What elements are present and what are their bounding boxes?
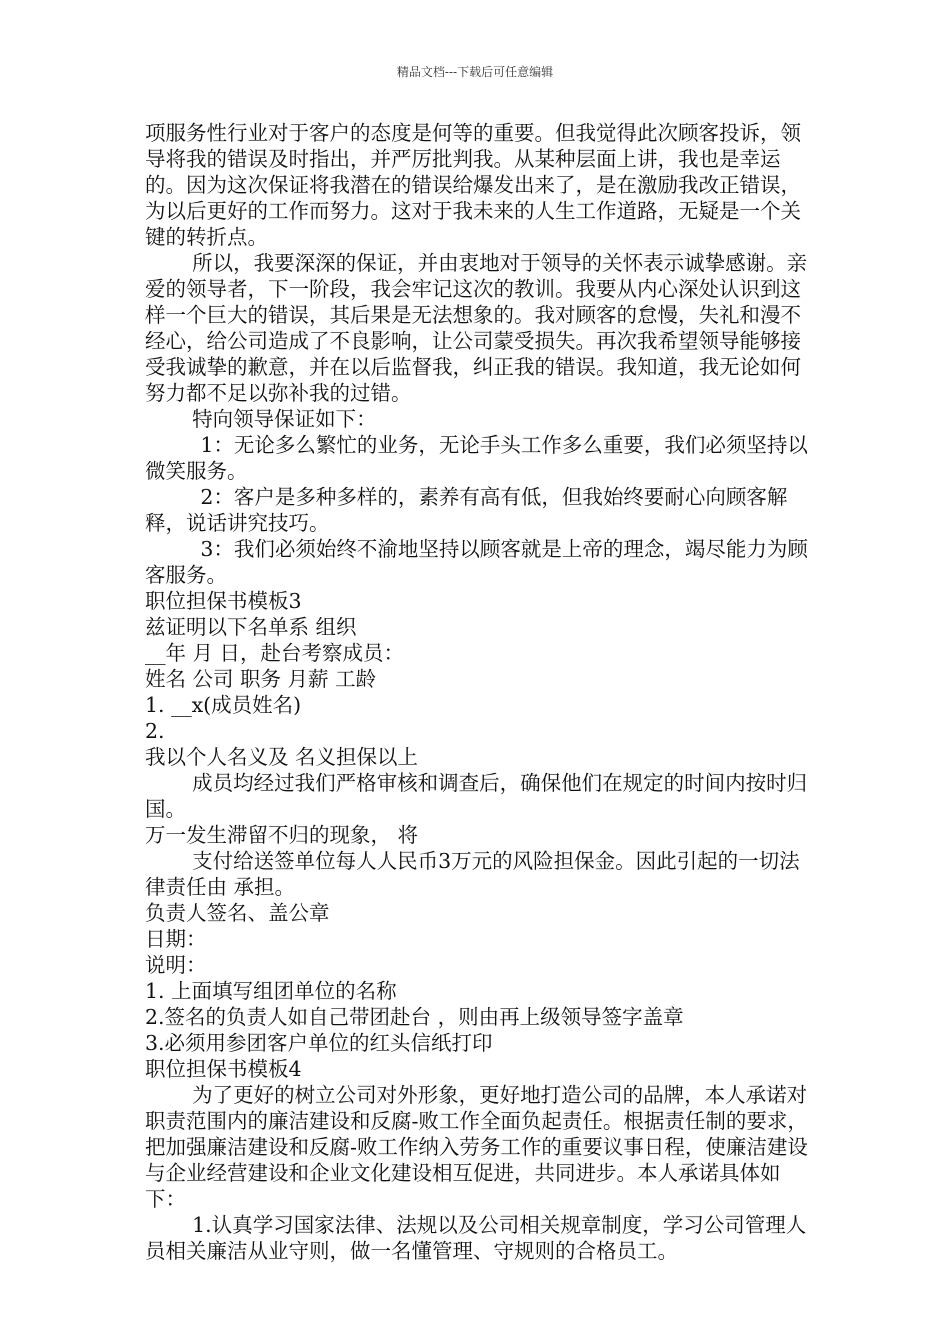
paragraph: 成员均经过我们严格审核和调查后，确保他们在规定的时间内按时归国。 bbox=[145, 771, 808, 821]
section-title: 职位担保书模板4 bbox=[145, 1057, 302, 1081]
paragraph: 项服务性行业对于客户的态度是何等的重要。但我觉得此次顾客投诉，领导将我的错误及时指出，并严厉批判我。从某种层面上讲，我也是幸运的。因为这次保证将我潜在的错误给爆发出来了，是在激励我改正错误，为以后更好的工作而努力。这对于我未来的人生工作道路，无疑是一个关键的转折点。 bbox=[145, 121, 801, 249]
list-item: 2：客户是多种多样的，素养有高有低，但我始终要耐心向顾客解释，说话讲究技巧。 bbox=[145, 485, 788, 535]
list-item: 1.认真学习国家法律、法规以及公司相关规章制度，学习公司管理人员相关廉洁从业守则，做一名懂管理、守规则的合格员工。 bbox=[145, 1213, 807, 1263]
paragraph: 我以个人名义及 名义担保以上 bbox=[145, 745, 419, 769]
paragraph: 万一发生滞留不归的现象， 将 bbox=[145, 823, 419, 847]
date-line: 日期： bbox=[145, 927, 207, 951]
list-item: 2.签名的负责人如自己带团赴台 ，则由再上级领导签字盖章 bbox=[145, 1005, 684, 1029]
paragraph: 特向领导保证如下： bbox=[192, 407, 377, 431]
list-item: 1. 上面填写组团单位的名称 bbox=[145, 979, 397, 1003]
section-title: 职位担保书模板3 bbox=[145, 589, 302, 613]
list-item: 2. bbox=[145, 719, 165, 743]
paragraph: 支付给送签单位每人人民币3万元的风险担保金。因此引起的一切法律责任由 承担。 bbox=[145, 849, 800, 899]
list-item: 3：我们必须始终不渝地坚持以顾客就是上帝的理念，竭尽能力为顾客服务。 bbox=[145, 537, 808, 587]
table-header-line: 姓名 公司 职务 月薪 工龄 bbox=[145, 667, 377, 691]
page-header: 精品文档---下载后可任意编辑 bbox=[396, 65, 554, 79]
notes-heading: 说明： bbox=[145, 953, 207, 977]
signature-line: 负责人签名、盖公章 bbox=[145, 901, 330, 925]
paragraph: 兹证明以下名单系 组织 bbox=[145, 615, 357, 639]
document-body bbox=[145, 120, 815, 1264]
paragraph: 所以，我要深深的保证，并由衷地对于领导的关怀表示诚挚感谢。亲爱的领导者，下一阶段，我会牢记这次的教训。我要从内心深处认识到这样一个巨大的错误，其后果是无法想象的。我对顾客的怠慢，失礼和漫不经心，给公司造成了不良影响，让公司蒙受损失。再次我希望领导能够接受我诚挚的歉意，并在以后监督我，纠正我的错误。我知道，我无论如何努力都不足以弥补我的过错。 bbox=[145, 251, 808, 405]
paragraph: 为了更好的树立公司对外形象，更好地打造公司的品牌，本人承诺对职责范围内的廉洁建设和反腐-败工作全面负起责任。根据责任制的要求，把加强廉洁建设和反腐-败工作纳入劳务工作的重要议事日程，使廉洁建设与企业经营建设和企业文化建设相互促进，共同进步。本人承诺具体如下： bbox=[145, 1083, 808, 1211]
paragraph: __年 月 日，赴台考察成员： bbox=[145, 641, 405, 665]
list-item: 1. __x(成员姓名) bbox=[145, 693, 302, 717]
list-item: 1：无论多么繁忙的业务，无论手头工作多么重要，我们必须坚持以微笑服务。 bbox=[145, 433, 808, 483]
list-item: 3.必须用参团客户单位的红头信纸打印 bbox=[145, 1031, 493, 1055]
